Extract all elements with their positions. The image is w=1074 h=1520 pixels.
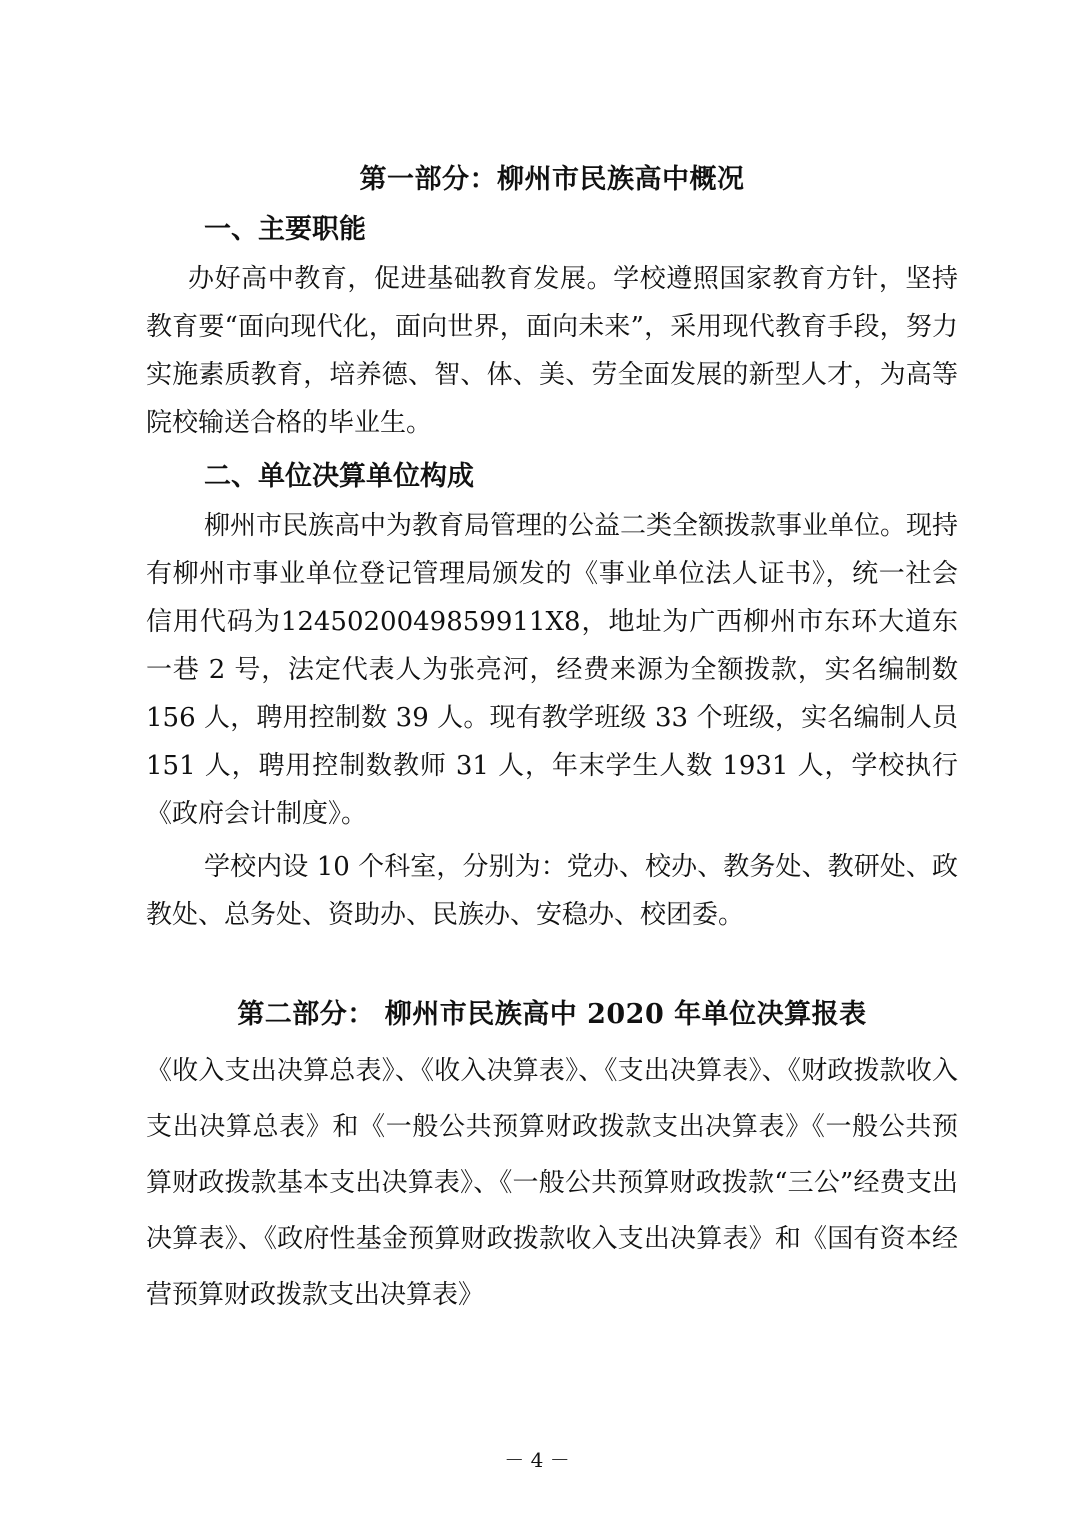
section2-paragraph-2: 学校内设 10 个科室，分别为：党办、校办、教务处、教研处、政教处、总务处、资助办、民族办、安稳办、校团委。	[146, 852, 958, 930]
page-content	[146, 160, 958, 1323]
section-spacer	[146, 939, 958, 987]
section2-heading: 二、单位决算单位构成	[204, 461, 474, 492]
section1-paragraph: 办好高中教育，促进基础教育发展。学校遵照国家教育方针，坚持教育要“面向现代化，面向世界，面向未来”，采用现代教育手段，努力实施素质教育，培养德、智、体、美、劳全面发展的新型人才，为高等院校输送合格的毕业生。	[146, 264, 958, 438]
page-number: － 4 －	[504, 1448, 570, 1472]
part2-title: 第二部分： 柳州市民族高中 2020 年单位决算报表	[237, 999, 867, 1030]
section1-heading: 一、主要职能	[204, 214, 366, 245]
section2-paragraph-1: 柳州市民族高中为教育局管理的公益二类全额拨款事业单位。现持有柳州市事业单位登记管理局颁发的《事业单位法人证书》，统一社会信用代码为1245020049859911X8，地址为广西柳州市东环大道东一巷 2 号，法定代表人为张亮河，经费来源为全额拨款，实名编制数 156 人，聘用控制数 39 人。现有教学班级 33 个班级，实名编制人员 151 人，聘用控制数教师 31 人，年末学生人数 1931 人，学校执行《政府会计制度》。	[146, 511, 959, 829]
report-list-paragraph: 《收入支出决算总表》、《收入决算表》、《支出决算表》、《财政拨款收入支出决算总表》和《一般公共预算财政拨款支出决算表》《一般公共预算财政拨款基本支出决算表》、《一般公共预算财政拨款“三公”经费支出决算表》、《政府性基金预算财政拨款收入支出决算表》和《国有资本经营预算财政拨款支出决算表》	[146, 1056, 958, 1310]
part1-title: 第一部分：柳州市民族高中概况	[359, 164, 745, 195]
